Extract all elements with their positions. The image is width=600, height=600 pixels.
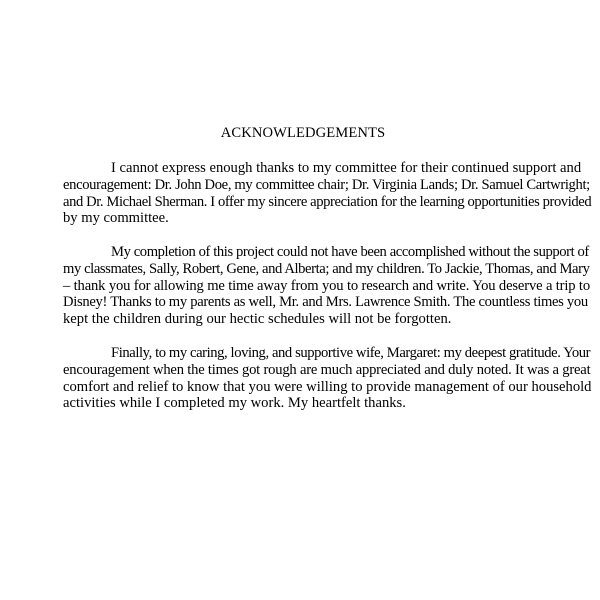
paragraph-line: My completion of this project could not have been accomplished without the support of: [111, 244, 589, 260]
paragraph-line: encouragement: Dr. John Doe, my committee chair; Dr. Virginia Lands; Dr. Samuel Cartwright;: [63, 176, 590, 193]
paragraph-line: – thank you for allowing me time away from you to research and write. You deserve a trip to: [63, 277, 590, 294]
paragraph-line: and Dr. Michael Sherman. I offer my sincere appreciation for the learning opportunities provided: [63, 193, 592, 210]
paragraph-line: I cannot express enough thanks to my committee for their continued support and: [111, 160, 582, 176]
paragraph-line: Finally, to my caring, loving, and supportive wife, Margaret: my deepest gratitude. Your: [111, 345, 591, 361]
paragraph-line: by my committee.: [63, 210, 169, 227]
paragraph-line: kept the children during our hectic schedules will not be forgotten.: [63, 311, 452, 328]
paragraph-line: Disney! Thanks to my parents as well, Mr. and Mrs. Lawrence Smith. The countless times you: [63, 294, 588, 311]
document-page: [15, 0, 591, 600]
paragraph-line: encouragement when the times got rough are much appreciated and duly noted. It was a great: [63, 361, 591, 378]
page-title: ACKNOWLEDGEMENTS: [220, 125, 386, 141]
paragraph-line: activities while I completed my work. My heartfelt thanks.: [63, 395, 406, 412]
paragraph-line: my classmates, Sally, Robert, Gene, and Alberta; and my children. To Jackie, Thomas, and Mary: [63, 260, 590, 277]
paragraph-spouse: [15, 345, 591, 412]
paragraph-line: comfort and relief to know that you were willing to provide management of our household: [63, 378, 592, 395]
paragraph-committee: [15, 160, 591, 227]
paragraph-family: [15, 244, 591, 328]
